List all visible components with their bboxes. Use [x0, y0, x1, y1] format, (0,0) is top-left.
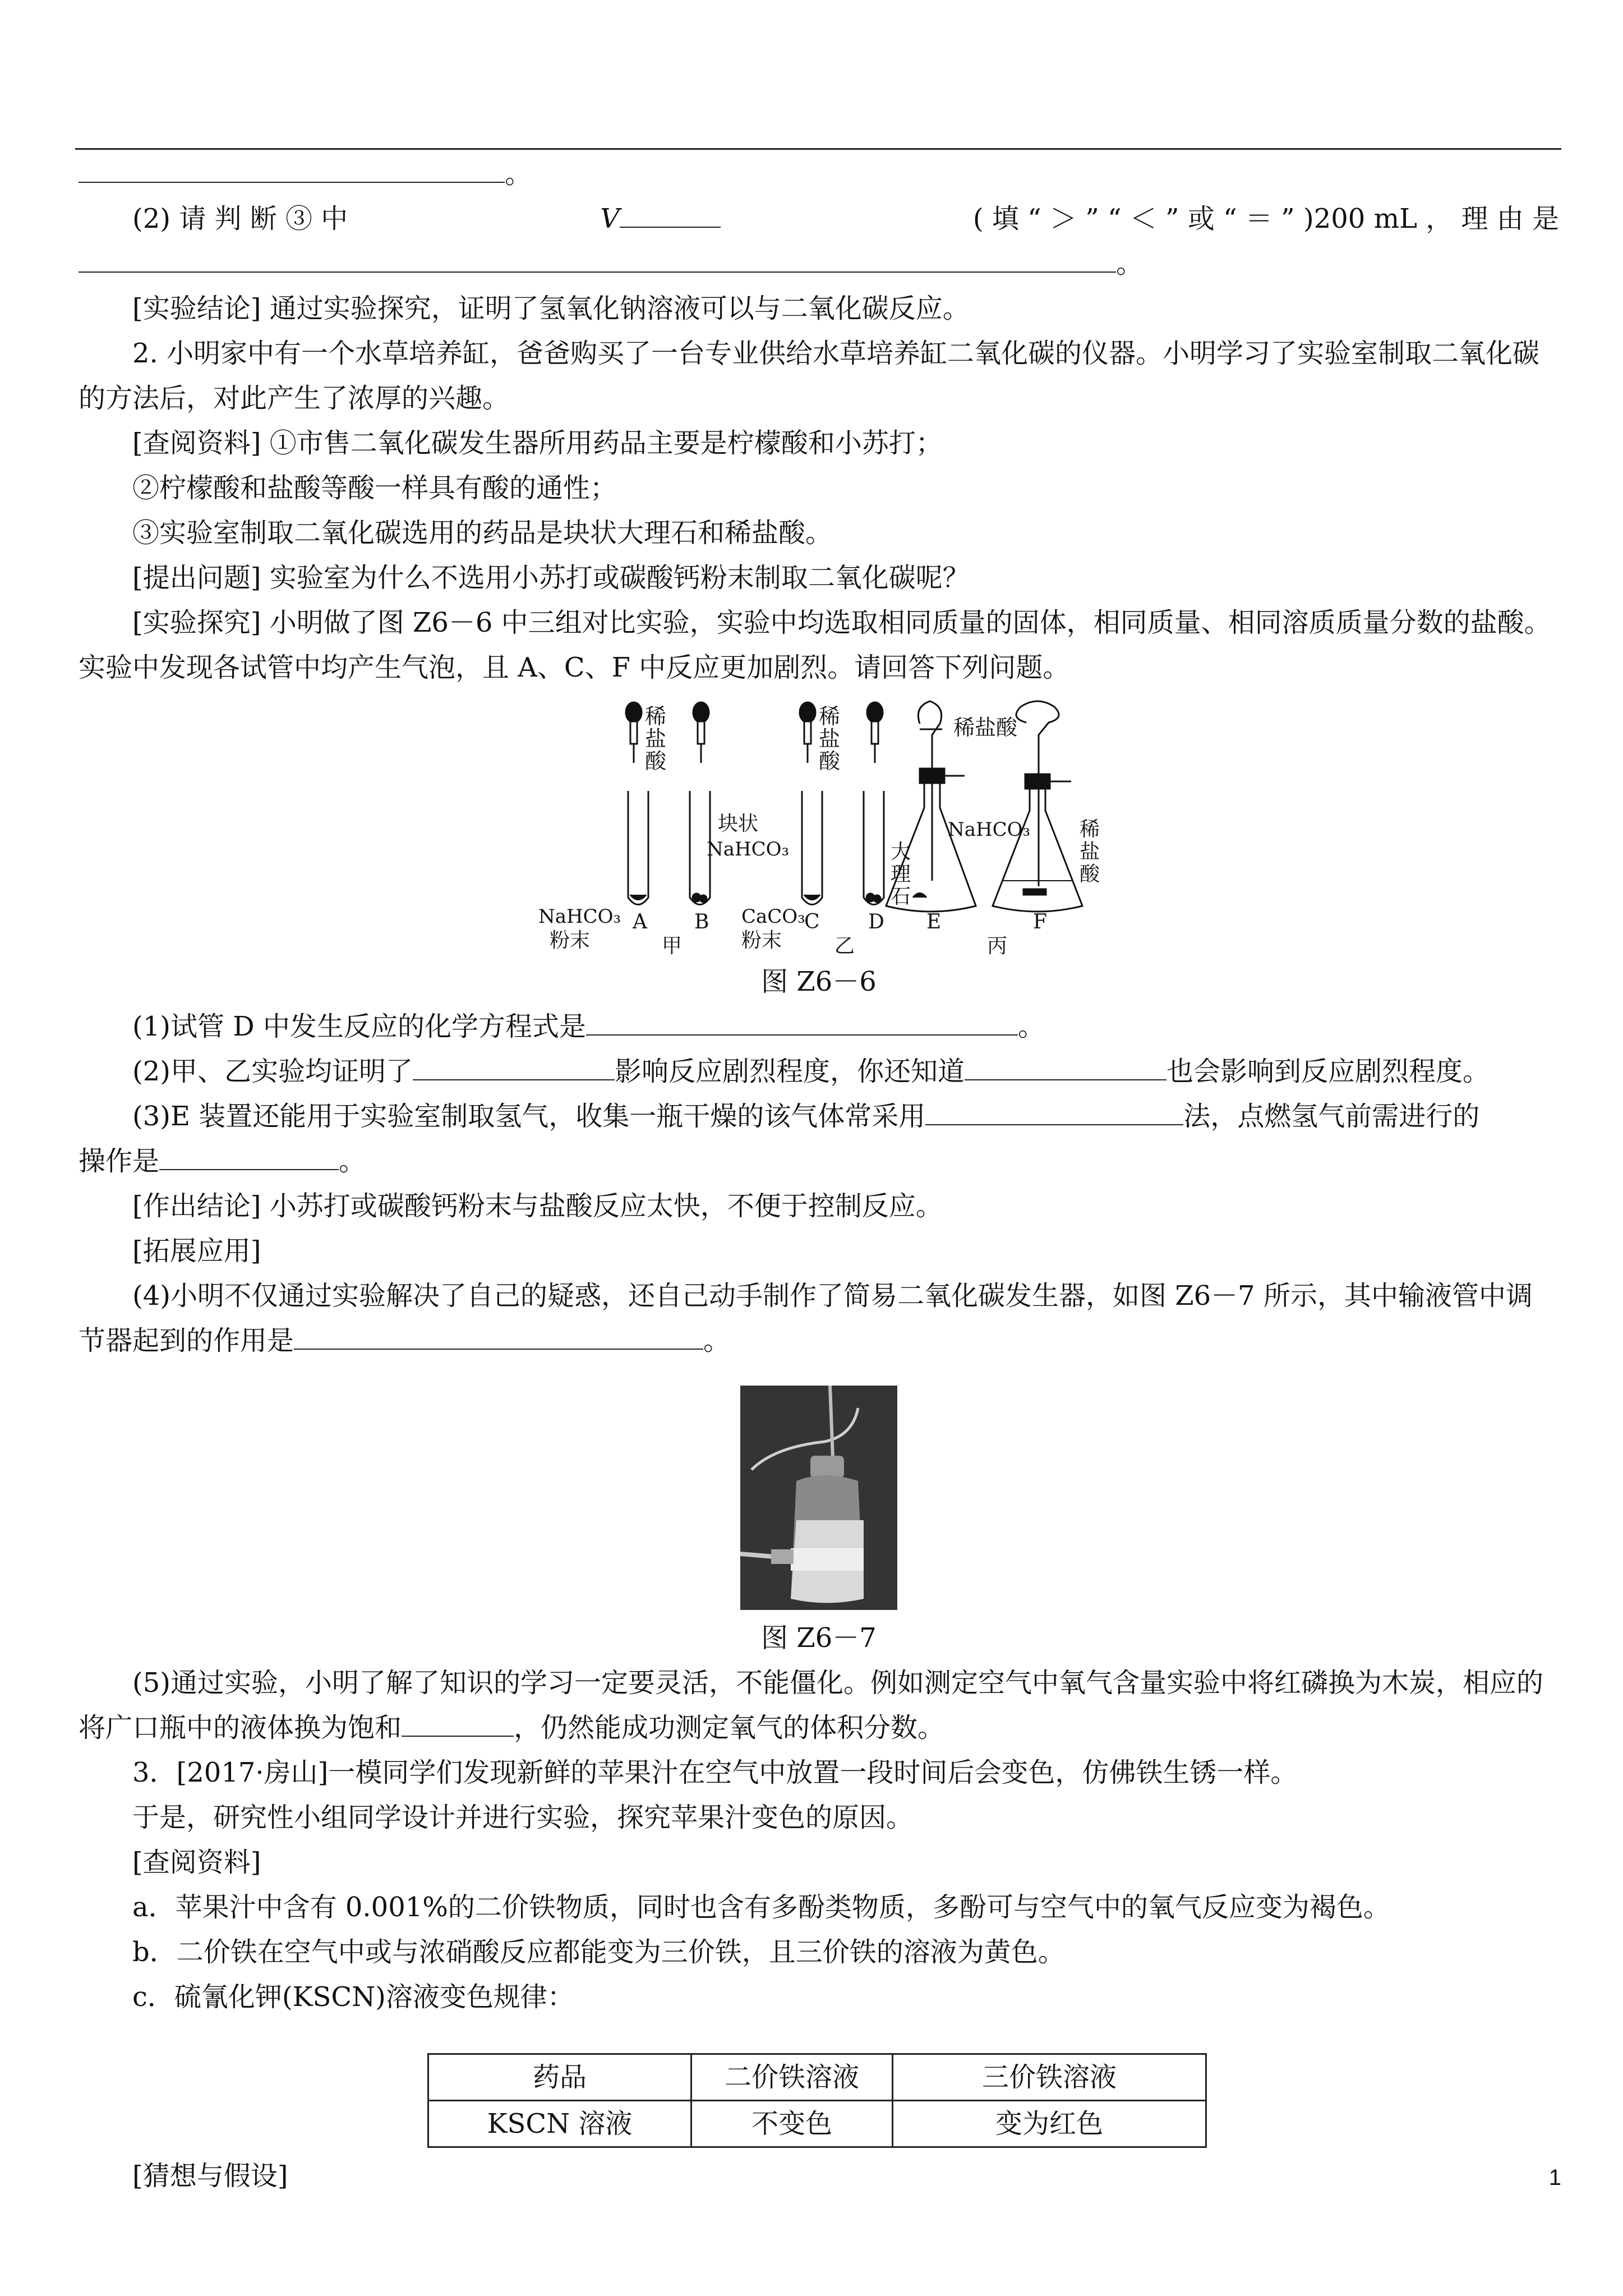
label-caco3: CaCO₃: [741, 905, 805, 928]
label-marble: 大: [891, 840, 911, 863]
q2-sub4: (4)小明不仅通过实验解决了自己的疑惑，还自己动手制作了简易二氧化碳发生器，如图 Z6－7 所示，其中输液管中调节器起到的作用是 。: [79, 1280, 1533, 1356]
test-tube-c: [802, 791, 822, 905]
label-nahco3-e: NaHCO₃: [948, 818, 1031, 841]
q2-ref3: ③实验室制取二氧化碳选用的药品是块状大理石和稀盐酸。: [132, 517, 833, 549]
answer-blank[interactable]: [79, 246, 1116, 273]
svg-text:酸: 酸: [819, 749, 841, 774]
dropper-icon: [693, 702, 709, 763]
group-jia: 甲: [662, 935, 683, 958]
svg-text:理: 理: [891, 863, 911, 886]
answer-blank[interactable]: [925, 1098, 1183, 1125]
svg-text:酸: 酸: [645, 749, 667, 774]
co2-generator-photo: [740, 1386, 897, 1610]
label-powder-a: 粉末: [550, 929, 591, 952]
acid-label-f: 稀: [1080, 818, 1100, 841]
answer-blank[interactable]: [294, 1323, 703, 1350]
q2-sub2: (2)甲、乙实验均证明了 影响反应剧烈程度，你还知道 也会影响到反应剧烈程度。: [79, 1049, 1559, 1094]
answer-line-reason: 。: [79, 241, 1559, 286]
svg-text:盐: 盐: [1080, 840, 1100, 863]
group-yi: 乙: [834, 935, 855, 958]
figure-z6-6: [527, 696, 1110, 959]
q2-sub3: (3)E 装置还能用于实验室制取氢气，收集一瓶干燥的该气体常采用 法，点燃氢气前需进行的: [79, 1094, 1559, 1139]
acid-label-yi: 稀: [819, 704, 841, 729]
test-tube-a: [628, 791, 648, 905]
q1-2-line: (2) 请 判 断 ③ 中 V ( 填 “ ＞ ” “ ＜ ” 或 “ ＝ ” )200 mL ， 理 由 是: [79, 196, 1559, 241]
table-header: 药品: [428, 2054, 691, 2101]
header-rule: [75, 148, 1561, 150]
answer-blank[interactable]: [620, 201, 721, 228]
dropper-icon: [626, 702, 642, 763]
apparatus-diagram: [527, 696, 1110, 959]
acid-label-jia: 稀: [645, 704, 667, 729]
q3-ref-b: b．二价铁在空气中或与浓硝酸反应都能变为三价铁，且三价铁的溶液为黄色。: [132, 1936, 1065, 1968]
q2-intro: 2. 小明家中有一个水草培养缸，爸爸购买了一台专业供给水草培养缸二氧化碳的仪器。小明学习了实验室制取二氧化碳的方法后，对此产生了浓厚的兴趣。: [79, 338, 1540, 414]
q3-ref-a: a．苹果汁中含有 0.001%的二价铁物质，同时也含有多酚类物质，多酚可与空气中的氧气反应变为褐色。: [132, 1892, 1390, 1923]
table-header-row: [428, 2054, 1206, 2101]
test-tube-d: [864, 791, 884, 905]
dropper-icon: [867, 702, 883, 763]
q3-ref-c: c．硫氰化钾(KSCN)溶液变色规律：: [132, 1981, 574, 2013]
label-a: A: [633, 910, 647, 933]
answer-line-top: 。: [79, 151, 1559, 196]
label-e: E: [926, 910, 942, 933]
label-nahco3-powder: NaHCO₃: [538, 905, 621, 928]
page-number: 1: [1548, 2165, 1561, 2190]
svg-text:酸: 酸: [1080, 863, 1100, 886]
label-d: D: [868, 910, 884, 933]
label-nahco3-block: NaHCO₃: [707, 838, 790, 861]
q2-conclusion: [作出结论] 小苏打或碳酸钙粉末与盐酸反应太快，不便于控制反应。: [132, 1190, 943, 1222]
q2-sub1: (1)试管 D 中发生反应的化学方程式是 。: [79, 1004, 1559, 1049]
answer-blank[interactable]: [586, 1009, 1018, 1036]
q2-sub5: (5)通过实验，小明了解了知识的学习一定要灵活，不能僵化。例如测定空气中氧气含量实验中将红磷换为木炭，相应的将广口瓶中的液体换为饱和 ，仍然能成功测定氧气的体积分数。: [79, 1667, 1543, 1743]
group-bing: 丙: [987, 935, 1008, 958]
q3-ref: [查阅资料]: [132, 1847, 261, 1878]
q3-guess: [猜想与假设]: [132, 2160, 288, 2192]
answer-blank[interactable]: [413, 1053, 615, 1080]
figure-z6-7: [740, 1386, 897, 1610]
q3-intro2: 于是，研究性小组同学设计并进行实验，探究苹果汁变色的原因。: [132, 1802, 914, 1833]
answer-blank[interactable]: [159, 1143, 339, 1170]
acid-label-e: 稀盐酸: [953, 715, 1018, 740]
figure-z6-6-caption: 图 Z6－6: [761, 966, 877, 997]
table-cell: KSCN 溶液: [428, 2101, 691, 2147]
svg-text:石: 石: [891, 885, 911, 908]
label-f: F: [1033, 910, 1047, 933]
q2-ref1: [查阅资料] ①市售二氧化碳发生器所用药品主要是柠檬酸和小苏打；: [132, 427, 943, 459]
volume-var: V: [600, 203, 620, 234]
table-row: [428, 2101, 1206, 2147]
table-cell: 不变色: [691, 2101, 893, 2147]
table-header: 二价铁溶液: [691, 2054, 893, 2101]
figure-z6-7-caption: 图 Z6－7: [761, 1622, 877, 1654]
page-body: [79, 151, 1559, 2198]
q1-conclusion: [实验结论] 通过实验探究，证明了氢氧化钠溶液可以与二氧化碳反应。: [132, 293, 970, 324]
svg-text:盐: 盐: [819, 726, 841, 751]
label-b: B: [694, 910, 709, 933]
label-c: C: [804, 910, 820, 933]
answer-blank[interactable]: [965, 1053, 1166, 1080]
q2-ref2: ②柠檬酸和盐酸等酸一样具有酸的通性；: [132, 472, 617, 504]
kscn-table: [427, 2053, 1207, 2148]
svg-text:盐: 盐: [645, 726, 667, 751]
table-header: 三价铁溶液: [893, 2054, 1206, 2101]
dropper-icon: [800, 702, 815, 763]
q2-apply: [拓展应用]: [132, 1235, 261, 1267]
label-powder-c: 粉末: [741, 929, 782, 952]
label-block: 块状: [718, 812, 759, 835]
q2-sub3-line2: 操作是 。: [79, 1139, 1559, 1184]
q2-question: [提出问题] 实验室为什么不选用小苏打或碳酸钙粉末制取二氧化碳呢？: [132, 562, 970, 593]
answer-blank[interactable]: [402, 1710, 514, 1737]
table-cell: 变为红色: [893, 2101, 1206, 2147]
q2-explore: [实验探究] 小明做了图 Z6－6 中三组对比实验，实验中均选取相同质量的固体，相同质量、相同溶质质量分数的盐酸。实验中发现各试管中均产生气泡，且 A、C、F 中反应更加剧烈。请回答下列问题。: [79, 607, 1551, 683]
answer-blank[interactable]: [79, 156, 505, 183]
q3-intro: 3．[2017·房山]一模同学们发现新鲜的苹果汁在空气中放置一段时间后会变色，仿佛铁生锈一样。: [132, 1757, 1298, 1788]
